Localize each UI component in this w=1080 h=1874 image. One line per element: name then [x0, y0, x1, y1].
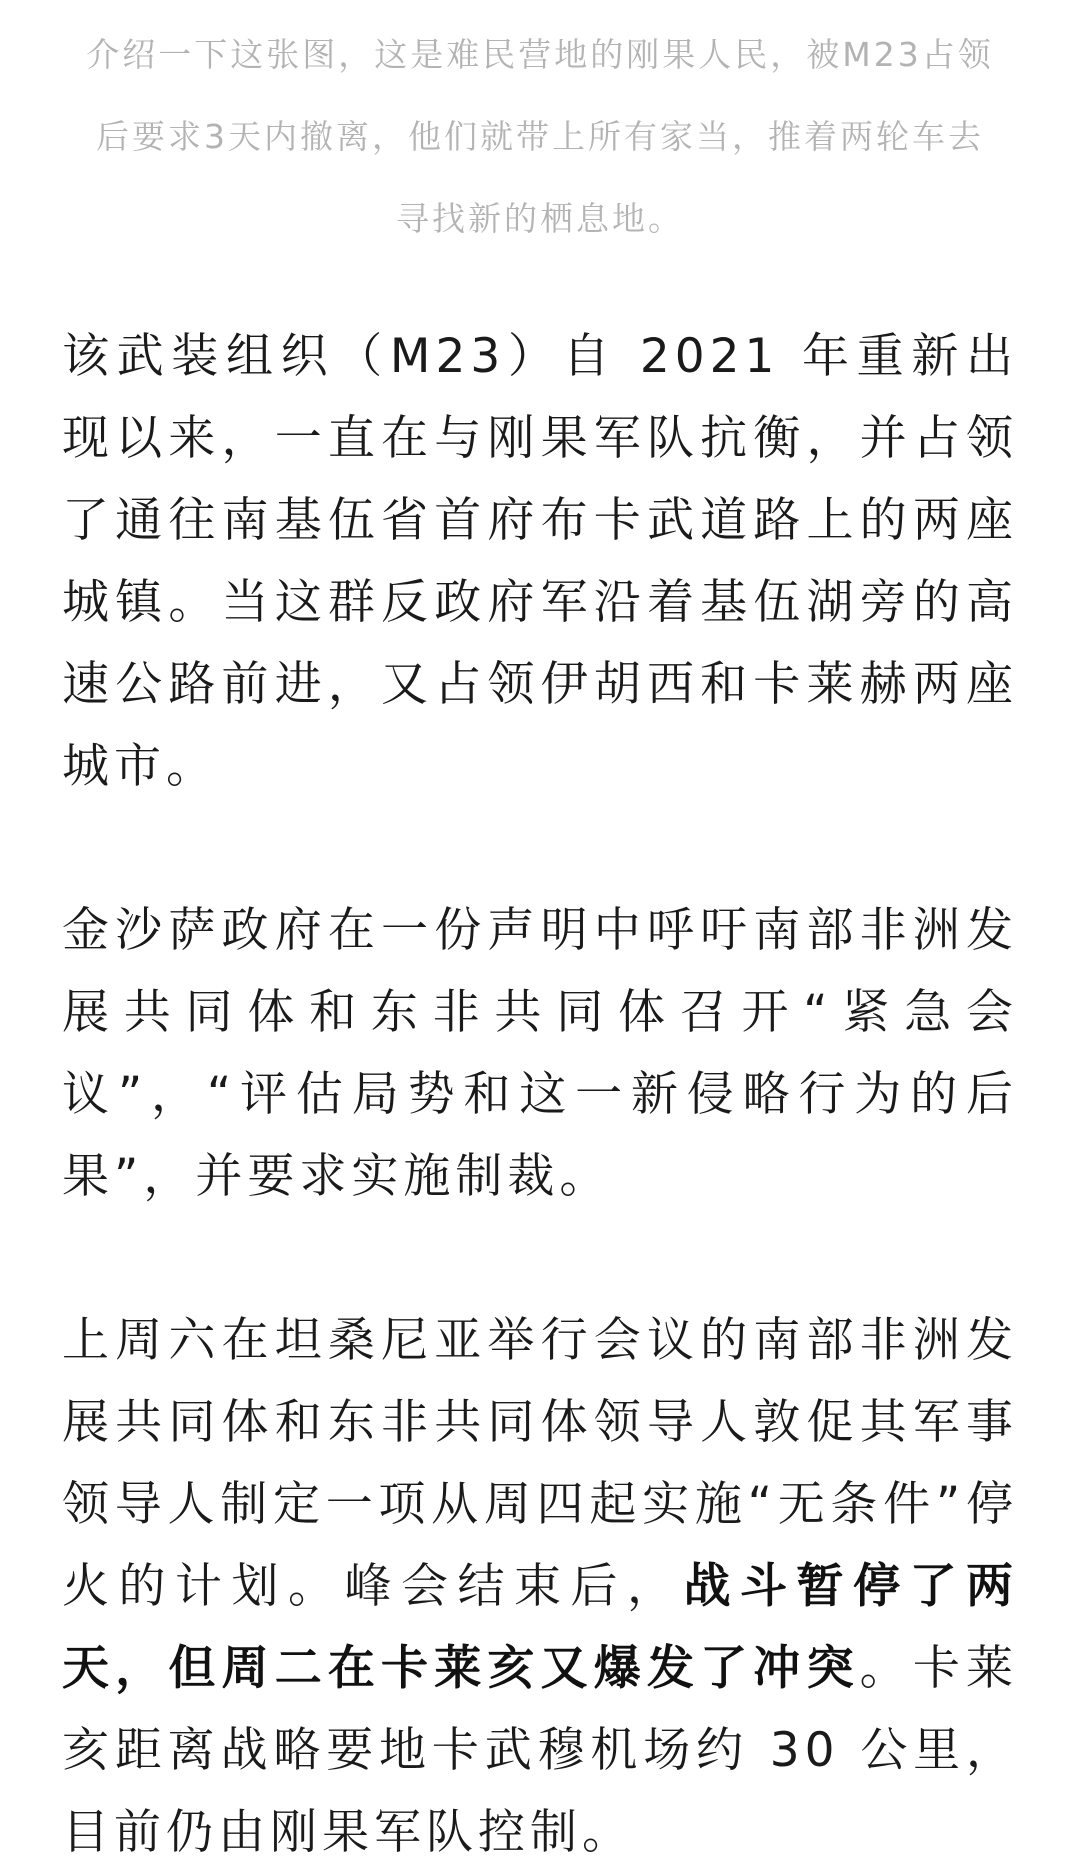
paragraph-m23-background: 该武装组织（M23）自 2021 年重新出现以来，一直在与刚果军队抗衡，并占领了通往南基伍省首府布卡武道路上的两座城镇。当这群反政府军沿着基伍湖旁的高速公路前进，又占领伊胡西和卡莱赫两座城市。: [62, 329, 1018, 794]
paragraph-ceasefire: [62, 1300, 1018, 1874]
paragraph-kinshasa-statement: 金沙萨政府在一份声明中呼吁南部非洲发展共同体和东非共同体召开“紧急会议”，“评估局势和这一新侵略行为的后果”，并要求实施制裁。: [62, 903, 1018, 1204]
paragraph-ceasefire-text-before: 上周六在坦桑尼亚举行会议的南部非洲发展共同体和东非共同体领导人敦促其军事领导人制定一项从周四起实施“无条件”停火的计划。峰会结束后，: [62, 1313, 1018, 1614]
paragraph-ceasefire-bold-text: 战斗暂停了两天，但周二在卡莱亥又爆发了冲突: [62, 1559, 1018, 1696]
paragraph-ceasefire-text-after: 。卡莱亥距离战略要地卡武穆机场约 30 公里，目前仍由刚果军队控制。: [62, 1641, 1019, 1860]
image-caption: 介绍一下这张图，这是难民营地的刚果人民，被M23占领后要求3天内撤离，他们就带上所有家当，推着两轮车去寻找新的栖息地。: [86, 35, 994, 238]
